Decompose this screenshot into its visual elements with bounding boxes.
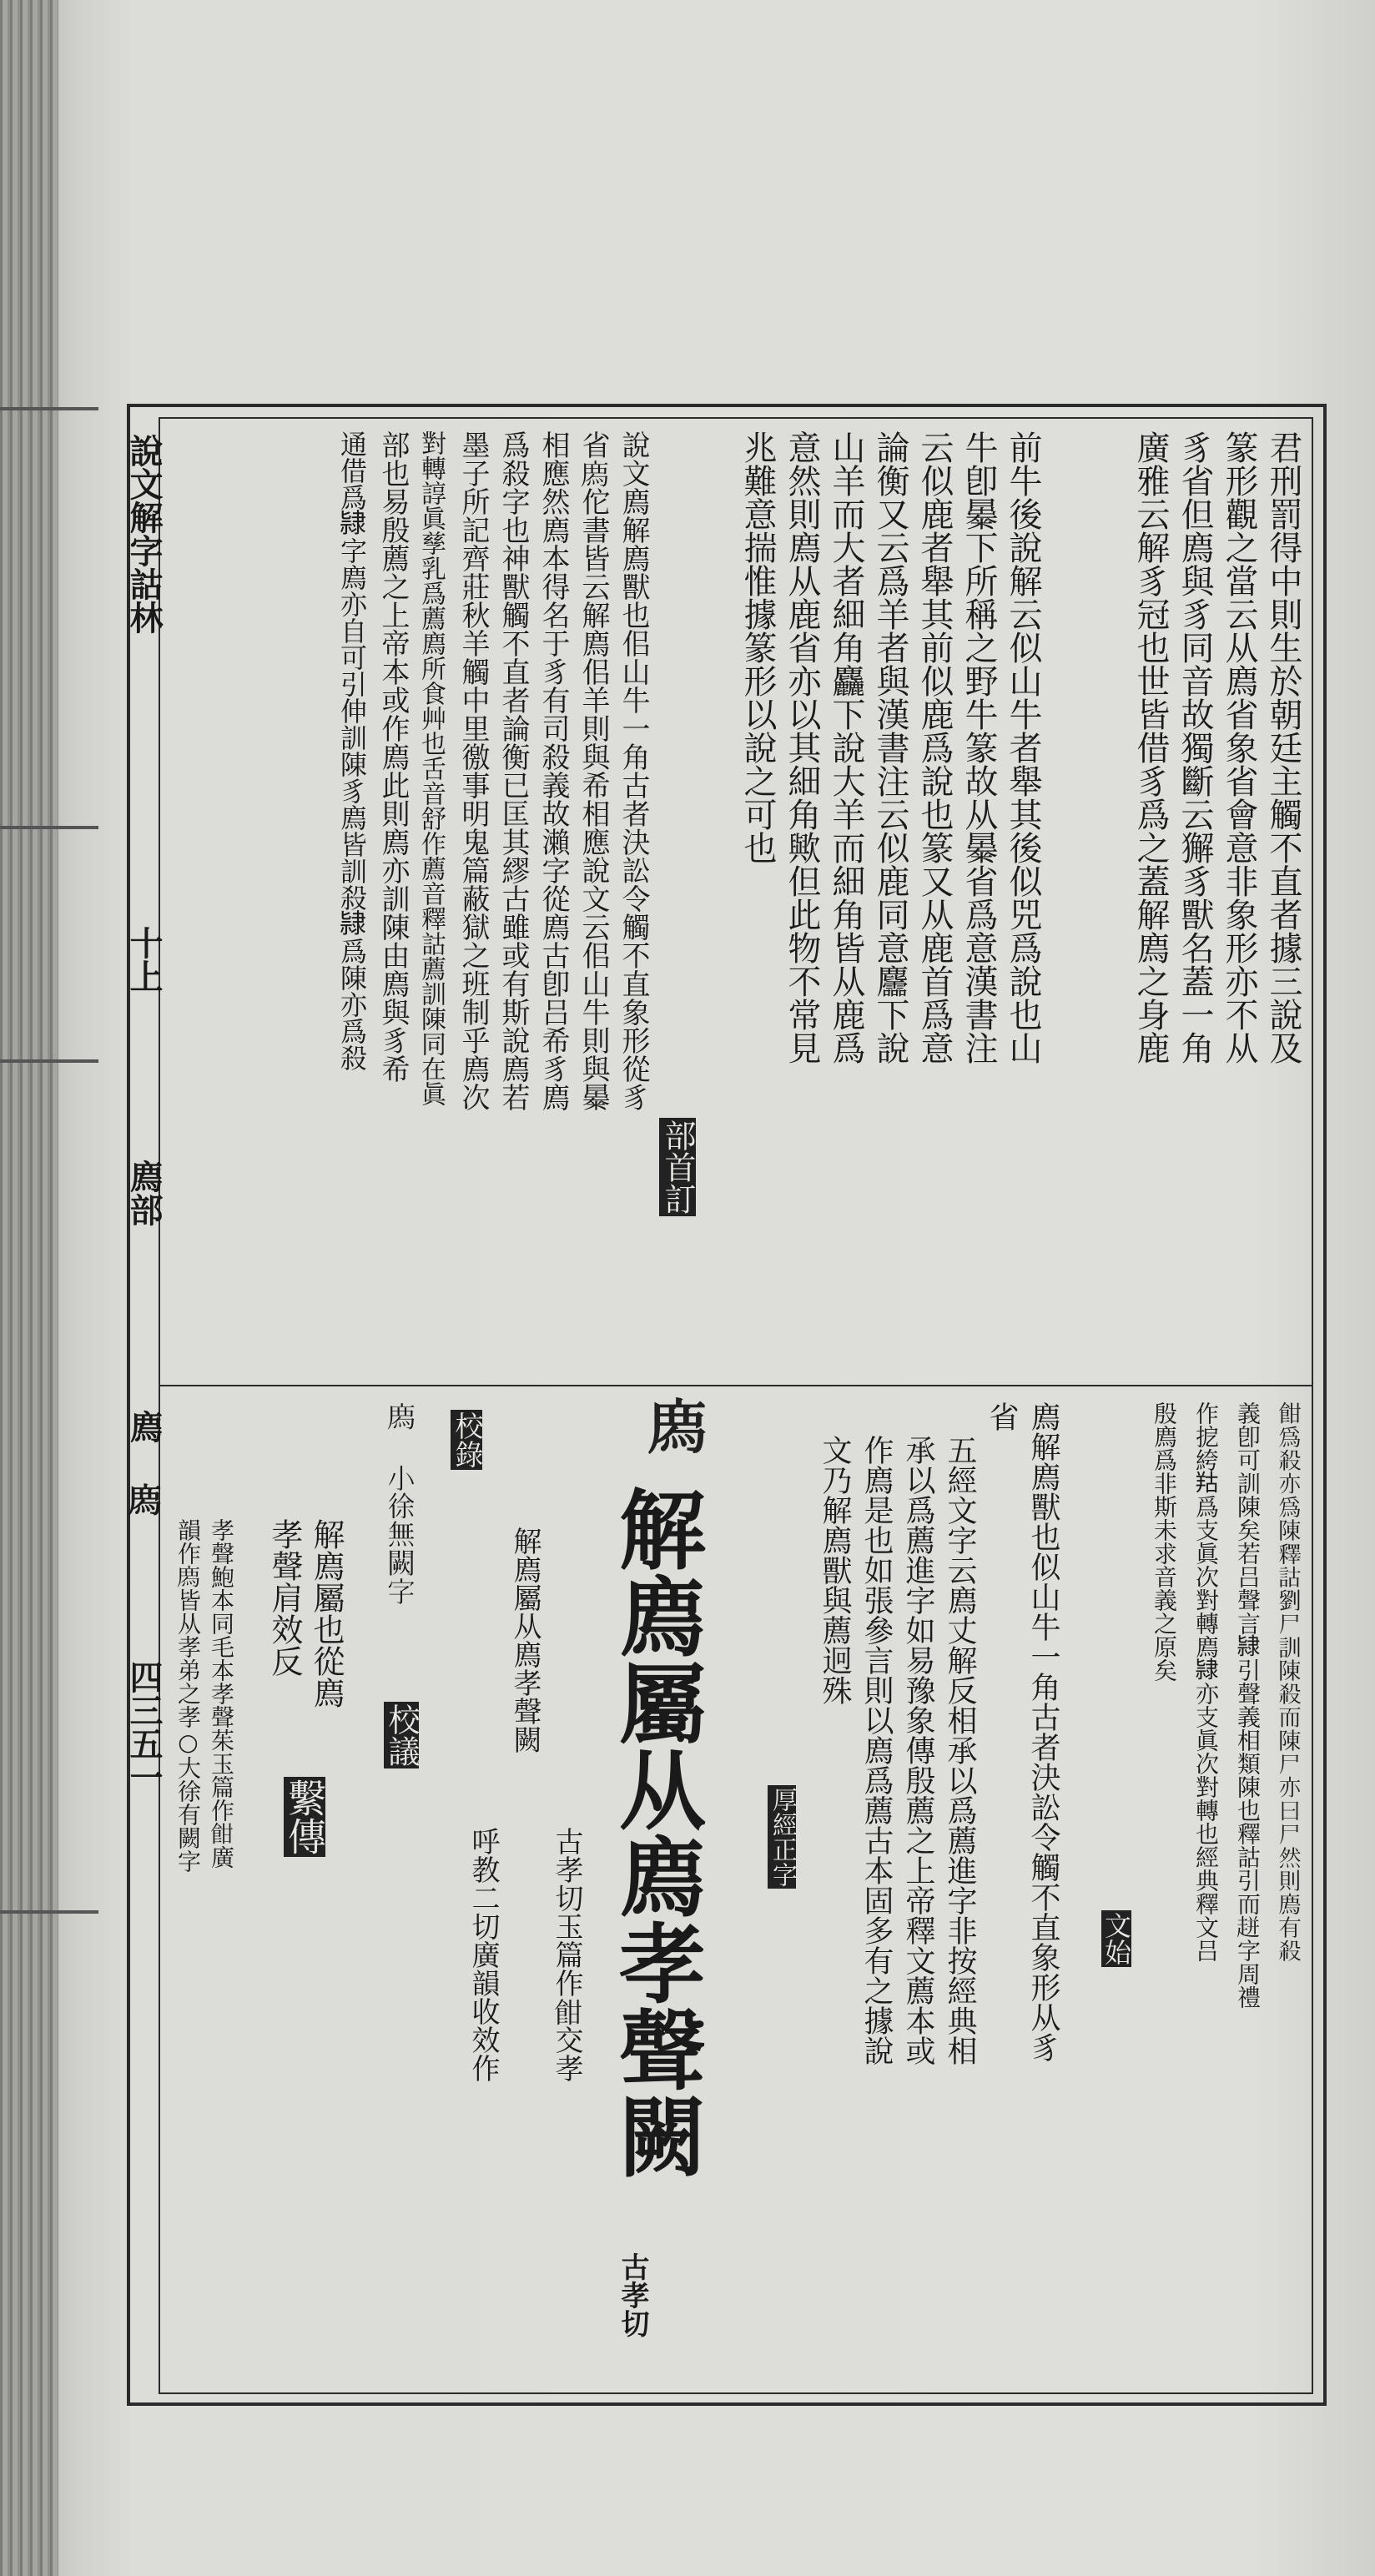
box-label-wrap bbox=[284, 1777, 325, 1857]
text-column: 說文廌解廌獸也佀山牛一角古者決訟令觸不直象形從豸 bbox=[617, 430, 650, 1111]
box-label-wrap bbox=[659, 1118, 696, 1216]
text-column: 牛卽㬥下所稱之野牛篆故从㬥省爲意漢書注 bbox=[959, 430, 998, 1064]
section-divider bbox=[159, 1385, 1313, 1386]
text-column: 作廌是也如張參言則以廌爲薦古本固多有之據說 bbox=[859, 1435, 894, 2065]
text-column: 省𢊁佗書皆云解廌佀羊則與希相應說文云佀山牛則與㬥 bbox=[577, 430, 610, 1111]
text-column: 相應然廌本得名于豸有司殺義故瀨字從廌古卽吕希豸廌 bbox=[536, 430, 570, 1111]
text-column: 孝聲肩效反 bbox=[266, 1518, 303, 1677]
source-box-label: 厚經正字 bbox=[768, 1787, 797, 1887]
heading-note: 古孝切 bbox=[616, 2252, 649, 2337]
box-label-wrap bbox=[451, 1410, 482, 1470]
text-column: 五經文字云廌丈解反相承以爲薦進字非按經典相 bbox=[943, 1435, 977, 2065]
text-column: 解廌屬从廌孝聲闕 bbox=[508, 1527, 541, 1753]
source-box-label: 校議 bbox=[383, 1703, 420, 1767]
seal-script-char: 𢊁 bbox=[642, 1395, 711, 1453]
text-column: 孝聲鮑本同毛本孝聲茱玉篇作𩚵廣 bbox=[208, 1518, 235, 1869]
text-column: 豸省但廌與豸同音故獨斷云獬豸獸名蓋一角 bbox=[1176, 430, 1214, 1064]
text-column: 墨子所記齊莊秋羊觸中里徼事明鬼篇蔽獄之班制乎廌次 bbox=[456, 430, 490, 1111]
text-column: 部也易殷薦之上帝本或作廌此則廌亦訓陳由廌與豸希 bbox=[376, 430, 410, 1083]
text-column: 對轉諄眞孳乳爲薦廌所食艸也舌音舒作薦音釋詁薦訓陳同在眞 bbox=[416, 430, 446, 1106]
volume-label: 十上 bbox=[124, 926, 164, 993]
text-column: 𢊁 小徐無闕字 bbox=[383, 1401, 416, 1605]
text-column: 承以爲薦進字如易豫象傳殷薦之上帝釋文薦本或 bbox=[901, 1435, 935, 2065]
text-column: 君刑罰得中則生於朝廷主觸不直者據三說及 bbox=[1264, 430, 1302, 1064]
text-column: 山羊而大者細角麤下說大羊而細角皆从鹿爲 bbox=[827, 430, 865, 1064]
text-column: 論衡又云爲羊者與漢書注云似鹿同意麢下說 bbox=[871, 430, 909, 1064]
text-column: 云似鹿者舉其前似鹿爲說也篆又从鹿首爲意 bbox=[915, 430, 954, 1064]
text-column: 篆形觀之當云从廌省象省會意非象形亦不从 bbox=[1220, 430, 1258, 1064]
text-column: 廌解廌獸也似山牛一角古者決訟令觸不直象形从豸 bbox=[1026, 1401, 1060, 2062]
text-column: 呼教二切廣韻收效作 bbox=[466, 1827, 500, 2082]
source-box-label: 繫傳 bbox=[282, 1779, 327, 1855]
radical-section: 廌部 bbox=[124, 1160, 164, 1226]
text-column: 爲殺字也神獸觸不直者論衡已匡其繆古雖或有斯說廌若 bbox=[496, 430, 530, 1111]
text-column: 文乃解廌獸與薦迥殊 bbox=[818, 1435, 852, 1705]
binding-mark bbox=[0, 407, 98, 410]
book-spine bbox=[0, 0, 58, 2576]
text-column: 解廌屬也從廌 bbox=[308, 1518, 345, 1708]
text-column: 意然則廌从鹿省亦以其細角歟但此物不常見 bbox=[783, 430, 821, 1064]
page-number: 四三五一 bbox=[124, 1660, 164, 1794]
text-column: 省 bbox=[985, 1401, 1019, 1431]
box-label-wrap bbox=[1101, 1910, 1131, 1967]
binding-mark bbox=[0, 1059, 98, 1063]
box-label-wrap bbox=[768, 1785, 796, 1889]
text-column: 作㧖絝𦍩爲支眞次對轉廌𨽻亦支眞次對轉也經典釋文吕 bbox=[1192, 1401, 1220, 1962]
source-box-label: 校錄 bbox=[450, 1411, 483, 1468]
text-column: 廣雅云解豸冠也世皆借豸爲之蓋解廌之身鹿 bbox=[1131, 430, 1170, 1064]
entry-heads: 廌 𢊁 bbox=[124, 1410, 164, 1516]
source-box-label: 部首訂 bbox=[659, 1119, 696, 1215]
text-column: 韻作𢊁皆从孝弟之孝○大徐有闕字 bbox=[174, 1518, 202, 1873]
text-column: 𩚵爲殺亦爲陳釋詁劉尸訓陳殺而陳尸亦曰尸然則廌有殺 bbox=[1276, 1401, 1303, 1962]
text-column: 通借爲𨽻字廌亦自可引伸訓陳豸廌皆訓殺𨽻爲陳亦爲殺 bbox=[336, 430, 368, 1071]
text-column: 殷廌爲非斯未求音義之原矣 bbox=[1151, 1401, 1178, 1682]
text-column: 義卽可訓陳矣若吕聲言𨽻引聲義相類陳也釋詁引而𧻓字周禮 bbox=[1234, 1401, 1262, 2009]
source-box-label: 文始 bbox=[1101, 1912, 1132, 1965]
binding-mark bbox=[0, 826, 98, 829]
main-entry-heading: 解廌屬从廌孝聲闕 bbox=[604, 1485, 707, 2179]
text-column: 古孝切玉篇作𩚵交孝 bbox=[550, 1827, 583, 2082]
text-column: 前牛後說解云似山牛者舉其後似兕爲說也山 bbox=[1004, 430, 1042, 1064]
box-label-wrap bbox=[384, 1702, 419, 1768]
text-column: 兆難意揣惟據篆形以說之可也 bbox=[738, 430, 777, 864]
binding-mark bbox=[0, 1910, 98, 1914]
book-title: 說文解字詁林 bbox=[124, 434, 164, 634]
